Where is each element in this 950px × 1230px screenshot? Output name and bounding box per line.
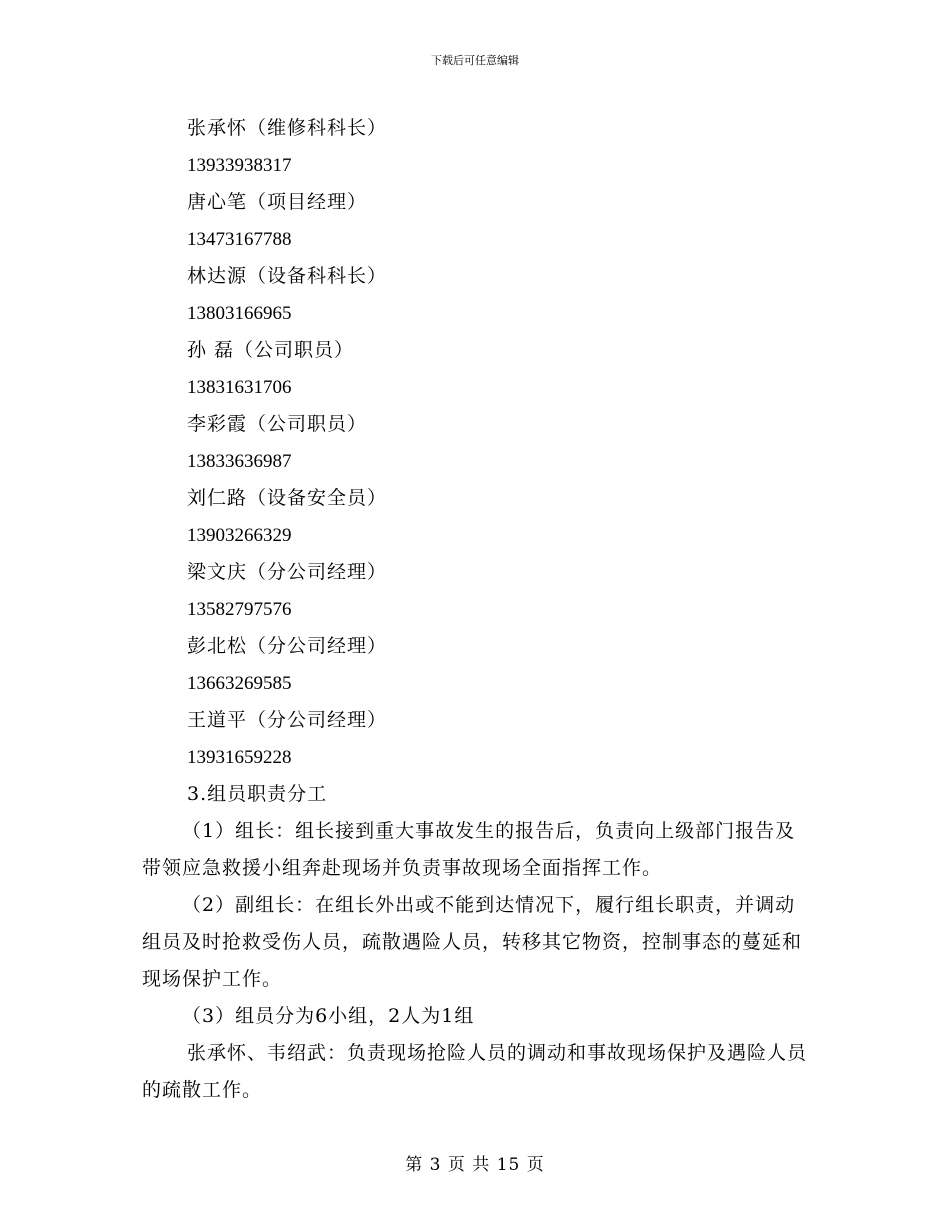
contact-phone: 13931659228: [187, 747, 292, 768]
contact-phone: 13473167788: [187, 229, 292, 250]
document-body: [142, 110, 808, 1109]
contact-phone: 13663269585: [187, 673, 292, 694]
contact-name: 刘仁路（设备安全员）: [187, 487, 388, 509]
duty-paragraph-members: （3）组员分为6小组，2人为1组: [182, 1005, 475, 1027]
contact-name: 梁文庆（分公司经理）: [187, 561, 388, 583]
contact-name: 彭北松（分公司经理）: [187, 635, 388, 657]
contact-name: 唐心笔（项目经理）: [187, 191, 368, 213]
contact-phone: 13903266329: [187, 525, 292, 546]
contact-name: 林达源（设备科科长）: [187, 265, 388, 287]
contact-phone: 13831631706: [187, 377, 292, 398]
contact-name: 李彩霞（公司职员）: [187, 413, 368, 435]
duty-paragraph-deputy: （2）副组长：在组长外出或不能到达情况下，履行组长职责，并调动组员及时抢救受伤人员，疏散遇险人员，转移其它物资，控制事态的蔓延和现场保护工作。: [142, 894, 803, 990]
page-number: 第 3 页 共 15 页: [405, 1155, 545, 1175]
contact-phone: 13582797576: [187, 599, 292, 620]
duty-paragraph-group: 张承怀、韦绍武：负责现场抢险人员的调动和事故现场保护及遇险人员的疏散工作。: [142, 1042, 808, 1101]
header-note: 下载后可任意编辑: [431, 54, 519, 67]
contact-name: 张承怀（维修科科长）: [187, 117, 388, 139]
contact-phone: 13833636987: [187, 451, 292, 472]
contact-name: 孙 磊（公司职员）: [187, 339, 355, 361]
contact-phone: 13803166965: [187, 303, 292, 324]
contact-phone: 13933938317: [187, 155, 292, 176]
section-heading: 3.组员职责分工: [187, 783, 328, 805]
duty-paragraph-leader: （1）组长：组长接到重大事故发生的报告后，负责向上级部门报告及带领应急救援小组奔赴现场并负责事故现场全面指挥工作。: [142, 820, 796, 879]
contact-name: 王道平（分公司经理）: [187, 709, 388, 731]
